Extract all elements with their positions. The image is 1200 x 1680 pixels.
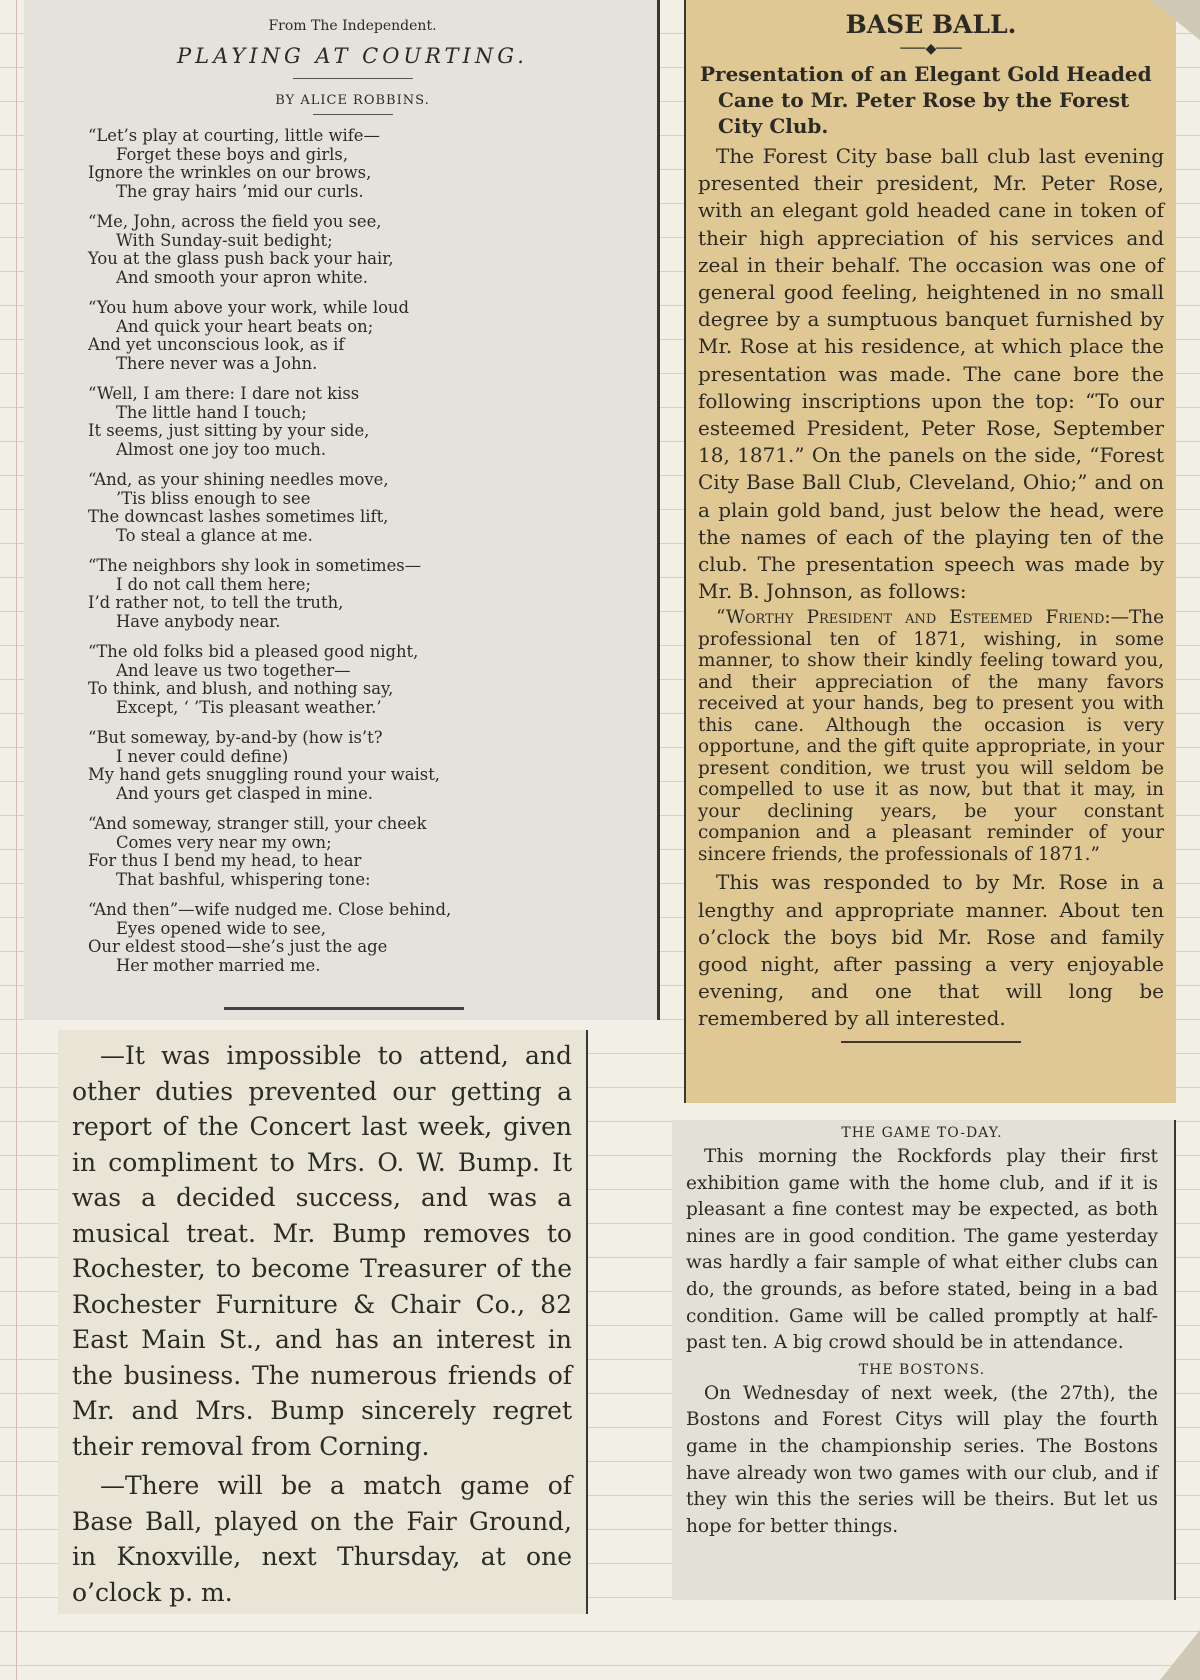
poem-stanza [88,127,617,201]
concert-notice: —It was impossible to attend, and other duties prevented our getting a report of the Concert last week, given in compliment to Mrs. O. W. Bump. It was a decided success, and was a musical treat. Mr. Bump removes to Rochester, to become Treasurer of the Rochester Furniture & Chair Co., 82 East Main St., and has an interest in the business. The numerous friends of Mr. and Mrs. Bump sincerely regret their removal from Corning. [72,1041,572,1461]
poem-line: Almost one joy too much. [116,439,327,459]
poem-line: The little hand I touch; [116,402,307,422]
poem-line: And yet unconscious look, as if [88,335,345,354]
poem-line: “And, as your shining needles move, [88,470,389,489]
bostons-text: On Wednesday of next week, (the 27th), the Bostons and Forest Citys will play the fourth game in the championship series. The Bostons have already won two games with our club, and if they win this the series will be theirs. But let us hope for better things. [686,1382,1158,1537]
baseball-headline: Presentation of an Elegant Gold Headed Cane to Mr. Peter Rose by the Forest City Club. [700,62,1152,138]
poem-clipping [24,0,660,1020]
poem-stanza [88,471,617,545]
poem-line: And yours get clasped in mine. [116,783,373,803]
byline-rule [313,114,393,115]
poem-line: “You hum above your work, while loud [88,298,409,317]
poem-stanzas [88,127,617,975]
poem-source: From The Independent. [268,18,437,34]
poem-stanza [88,815,617,889]
game-today-text: This morning the Rockfords play their first exhibition game with the home club, and if it is pleasant a fine contest may be expected, as both nines are in good condition. The game yesterday was hardly a fair sample of what either clubs can do, the grounds, as before stated, being in a bad condition. Game will be called promptly at half-past ten. A big crowd should be in attendance. [686,1146,1158,1354]
baseball-body: The Forest City base ball club last evening presented their president, Mr. Peter Rose, with an elegant gold headed cane in token of their high appreciation of his services and zeal in their behalf. The occasion was one of general good feeling, heightened in no small degree by a sumptuous banquet furnished by Mr. Rose at his residence, at which place the presentation was made. The cane bore the following inscriptions upon the top: “To our esteemed President, Peter Rose, September 18, 1871.” On the panels on the side, “Forest City Base Ball Club, Cleveland, Ohio;” and on a plain gold band, just below the head, were the names of each of the playing ten of the club. The presentation speech was made by Mr. B. Johnson, as follows: [698,144,1164,604]
poem-line: Forget these boys and girls, [116,144,349,164]
poem-line: “And then”—wife nudged me. Close behind, [88,900,452,919]
poem-stanza [88,299,617,373]
poem-stanza [88,729,617,803]
poem-stanza [88,557,617,631]
poem-line: “Me, John, across the field you see, [88,212,382,231]
poem-line: “Well, I am there: I dare not kiss [88,384,360,403]
poem-line: Comes very near my own; [116,832,332,852]
game-today-clipping [672,1120,1176,1600]
bostons-heading: THE BOSTONS. [858,1361,986,1378]
poem-line: I’d rather not, to tell the truth, [88,593,344,612]
rose-reply: This was responded to by Mr. Rose in a lengthy and appropriate manner. About ten o’clock the boys bid Mr. Rose and family good night, after passing a very enjoyable evening, and one that will long be remembered by all interested. [698,870,1164,1031]
poem-end-rule [224,1007,464,1010]
poem-title: PLAYING AT COURTING. [177,44,528,68]
title-rule [293,78,413,79]
poem-line: Our eldest stood—she’s just the age [88,937,388,956]
poem-line: Her mother married me. [116,955,321,975]
poem-line: The gray hairs ’mid our curls. [116,181,364,201]
ledger-margin-line [16,0,17,1680]
poem-line: Have anybody near. [116,611,281,631]
baseball-clipping [684,0,1176,1103]
article-end-rule [841,1041,1021,1043]
poem-stanza [88,385,617,459]
poem-line: “Let’s play at courting, little wife— [88,126,380,145]
poem-stanza [88,901,617,975]
game-today-heading: THE GAME TO-DAY. [841,1125,1003,1141]
poem-line: My hand gets snuggling round your waist, [88,765,440,784]
poem-line: I never could define) [116,746,289,766]
poem-line: “But someway, by-and-by (how is’t? [88,728,383,747]
poem-line: It seems, just sitting by your side, [88,421,370,440]
poem-line: “The neighbors shy look in sometimes— [88,556,422,575]
poem-line: And quick your heart beats on; [116,316,374,336]
poem-line: And leave us two together— [116,660,351,680]
poem-line: “The old folks bid a pleased good night, [88,642,419,661]
poem-line: For thus I bend my head, to hear [88,851,362,870]
photo-corner-bottom [1160,1630,1200,1680]
poem-line: The downcast lashes sometimes lift, [88,507,389,526]
poem-stanza [88,643,617,717]
poem-line: Eyes opened wide to see, [116,918,326,938]
poem-line: To steal a glance at me. [116,525,313,545]
poem-line: I do not call them here; [116,574,312,594]
poem-stanza [88,213,617,287]
poem-line: With Sunday-suit bedight; [116,230,333,250]
title-ornament: ───◆─── [900,41,962,57]
baseball-title: BASE BALL. [845,10,1017,39]
poem-line: Except, ‘ ’Tis pleasant weather.’ [116,697,382,717]
poem-line: ’Tis bliss enough to see [116,488,311,508]
speech-salutation: “Worthy President and Esteemed Friend: [716,607,1111,629]
poem-byline: BY ALICE ROBBINS. [275,93,430,108]
poem-line: There never was a John. [116,353,318,373]
poem-line: Ignore the wrinkles on our brows, [88,163,372,182]
speech-body: —The professional ten of 1871, wishing, in some manner, to show their kindly feeling toward you, and their appreciation of the many favors received at your hands, beg to present you with this cane. Although the occasion is very opportune, and the gift quite appropriate, in your present condition, we trust you will seldom be compelled to use it as now, but that it may, in your declining years, be your constant companion and a pleasant reminder of your sincere friends, the professionals of 1871.” [698,607,1164,865]
local-notice-clipping [58,1030,588,1614]
poem-line: To think, and blush, and nothing say, [88,679,394,698]
poem-line: That bashful, whispering tone: [116,869,371,889]
poem-line: “And someway, stranger still, your cheek [88,814,427,833]
match-notice: —There will be a match game of Base Ball, played on the Fair Ground, in Knoxville, next Thursday, at one o’clock p. m. [72,1471,572,1607]
poem-line: You at the glass push back your hair, [88,249,394,268]
poem-line: And smooth your apron white. [116,267,368,287]
presentation-speech [698,607,1164,865]
